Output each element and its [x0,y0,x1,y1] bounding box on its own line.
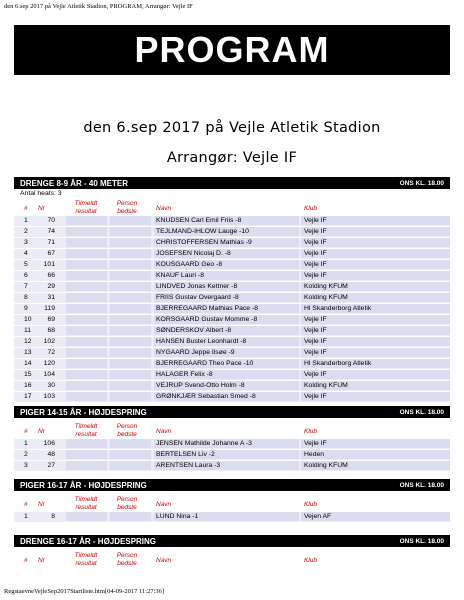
athlete-name: KORSGAARD Gustav Momme -8 [156,316,258,323]
athlete-row [14,381,450,392]
col-header-name: Navn [156,501,172,508]
row-number: 3 [24,239,28,246]
athlete-name: BJERREGAARD Theo Pace -10 [156,360,254,367]
col-header-name: Navn [156,557,172,564]
club-name: Hl Skanderborg Atletik [304,305,372,312]
col-header-number: # [24,428,28,435]
club-name: Vejle IF [304,217,327,224]
club-name: Vejle IF [304,239,327,246]
event-section [14,535,450,568]
event-section [14,406,450,472]
bib-number: 8 [51,513,55,520]
athlete-row [14,271,450,282]
row-number: 14 [24,360,32,367]
athlete-name: NYGAARD Jeppe Ilsøe -9 [156,349,235,356]
athlete-row [14,392,450,403]
bib-number: 72 [47,349,55,356]
bib-number: 31 [47,294,55,301]
event-time: ONS KL. 18.00 [399,537,444,545]
program-banner: PROGRAM [14,25,450,75]
athlete-name: CHRISTOFFERSEN Mathias -9 [156,239,252,246]
club-name: Vejle IF [304,349,327,356]
athlete-name: TEJLMAND-IHLOW Lauge -10 [156,228,249,235]
athlete-name: GRØNKJÆR Sebastian Smed -8 [156,393,256,400]
club-name: Vejle IF [304,250,327,257]
club-name: Vejen AF [304,513,332,520]
event-header-bar [14,479,450,491]
event-time: ONS KL. 18.00 [399,179,444,187]
athlete-name: KNUDSEN Carl Emil Friis -8 [156,217,242,224]
athlete-row [14,326,450,337]
row-number: 6 [24,272,28,279]
athlete-row [14,260,450,271]
col-header-personal-best: Person bedste [116,496,138,511]
athlete-name: BERTELSEN Liv -2 [156,451,215,458]
col-header-club: Klub [304,501,318,508]
bib-number: 106 [43,440,55,447]
club-name: Kolding KFUM [304,283,348,290]
bib-number: 70 [47,217,55,224]
club-name: Hl Skanderborg Atletik [304,360,372,367]
athlete-row [14,439,450,450]
row-number: 5 [24,261,28,268]
athlete-row [14,304,450,315]
col-header-bib: Nr [38,501,45,508]
athlete-row [14,348,450,359]
organizer-title: Arrangør: Vejle IF [166,150,298,166]
athlete-name: KOUSGAARD Geo -8 [156,261,223,268]
athlete-name: BJERREGAARD Mathias Pace -8 [156,305,258,312]
col-header-entered-result: Tilmeldt resultat [74,200,98,215]
bib-number: 74 [47,228,55,235]
event-section [14,479,450,523]
event-header-bar [14,406,450,418]
row-number: 7 [24,283,28,290]
bib-number: 30 [47,382,55,389]
bib-number: 27 [47,462,55,469]
athlete-name: VEJRUP Svend-Otto Holm -8 [156,382,245,389]
bib-number: 29 [47,283,55,290]
bib-number: 67 [47,250,55,257]
bib-number: 103 [43,393,55,400]
row-number: 16 [24,382,32,389]
event-header-bar [14,177,450,189]
event-header-bar [14,535,450,547]
athlete-row [14,337,450,348]
athlete-name: LINDVED Jonas Kettner -8 [156,283,238,290]
bib-number: 69 [47,316,55,323]
athlete-name: JENSEN Mathilde Johanne A -3 [156,440,252,447]
bib-number: 71 [47,239,55,246]
athlete-row [14,282,450,293]
athlete-row [14,359,450,370]
athlete-name: ARENTSEN Laura -3 [156,462,221,469]
club-name: Vejle IF [304,327,327,334]
athlete-name: SØNDERSKOV Albert -8 [156,327,232,334]
athlete-row [14,370,450,381]
column-header-row [14,495,450,512]
athlete-name: KNAUF Lauri -8 [156,272,204,279]
athlete-row [14,227,450,238]
club-name: Vejle IF [304,272,327,279]
col-header-bib: Nr [38,557,45,564]
row-number: 10 [24,316,32,323]
event-time: ONS KL. 18.00 [399,408,444,416]
col-header-personal-best: Person bedste [116,552,138,567]
bib-number: 101 [43,261,55,268]
col-header-name: Navn [156,205,172,212]
event-section [14,177,450,403]
row-number: 1 [24,513,28,520]
club-name: Kolding KFUM [304,382,348,389]
club-name: Vejle IF [304,338,327,345]
club-name: Vejle IF [304,228,327,235]
athlete-name: FRIIS Gustav Overgaard -8 [156,294,239,301]
col-header-personal-best: Person bedste [116,200,138,215]
col-header-entered-result: Tilmeldt resultat [74,423,98,438]
event-title: DRENGE 8-9 ÅR - 40 METER [20,178,129,188]
event-title: PIGER 16-17 ÅR - HØJDESPRING [20,480,147,490]
browser-print-footer: RegstaevneVejleSep2017Startliste.htm[04-09-2017 11:27:36] [4,588,165,595]
athlete-row [14,512,450,523]
club-name: Vejle IF [304,316,327,323]
row-number: 17 [24,393,32,400]
club-name: Heden [304,451,325,458]
athlete-row [14,315,450,326]
col-header-name: Navn [156,428,172,435]
athlete-row [14,293,450,304]
event-time: ONS KL. 18.00 [399,481,444,489]
col-header-entered-result: Tilmeldt resultat [74,552,98,567]
col-header-number: # [24,501,28,508]
club-name: Kolding KFUM [304,294,348,301]
athlete-row [14,216,450,227]
athlete-name: HALAGER Felix -8 [156,371,213,378]
bib-number: 102 [43,338,55,345]
row-number: 8 [24,294,28,301]
athlete-row [14,450,450,461]
club-name: Kolding KFUM [304,462,348,469]
col-header-bib: Nr [38,205,45,212]
row-number: 2 [24,228,28,235]
bib-number: 66 [47,272,55,279]
event-title: PIGER 14-15 ÅR - HØJDESPRING [20,407,147,417]
col-header-bib: Nr [38,428,45,435]
row-number: 9 [24,305,28,312]
col-header-number: # [24,557,28,564]
club-name: Vejle IF [304,393,327,400]
event-title: DRENGE 16-17 ÅR - HØJDESPRING [20,536,157,546]
athlete-name: JOSEFSEN Nicolaj D. -8 [156,250,231,257]
row-number: 15 [24,371,32,378]
row-number: 4 [24,250,28,257]
meet-title: den 6.sep 2017 på Vejle Atletik Stadion [83,120,381,136]
bib-number: 119 [44,305,55,312]
col-header-number: # [24,205,28,212]
row-number: 1 [24,217,28,224]
row-number: 11 [24,327,32,334]
club-name: Vejle IF [304,261,327,268]
row-number: 2 [24,451,28,458]
col-header-entered-result: Tilmeldt resultat [74,496,98,511]
bib-number: 48 [47,451,55,458]
bib-number: 68 [47,327,55,334]
row-number: 12 [24,338,32,345]
row-number: 1 [24,440,28,447]
row-number: 3 [24,462,28,469]
athlete-row [14,238,450,249]
bib-number: 120 [43,360,55,367]
col-header-personal-best: Person bedste [116,423,138,438]
club-name: Vejle IF [304,440,327,447]
athlete-name: LUND Nina -1 [156,513,199,520]
row-number: 13 [24,349,32,356]
heats-count: Antal heats: 3 [20,190,62,197]
athlete-row [14,249,450,260]
athlete-row [14,461,450,472]
club-name: Vejle IF [304,371,327,378]
column-header-row [14,551,450,568]
col-header-club: Klub [304,557,318,564]
column-header-row [14,422,450,439]
column-header-row [14,199,450,216]
athlete-name: HANSEN Buster Leonhardt -8 [156,338,247,345]
browser-print-header: den 6.sep 2017 på Vejle Atletik Stadion, PROGRAM, Arrangør: Vejle IF [4,3,193,10]
bib-number: 104 [43,371,55,378]
col-header-club: Klub [304,205,318,212]
col-header-club: Klub [304,428,318,435]
